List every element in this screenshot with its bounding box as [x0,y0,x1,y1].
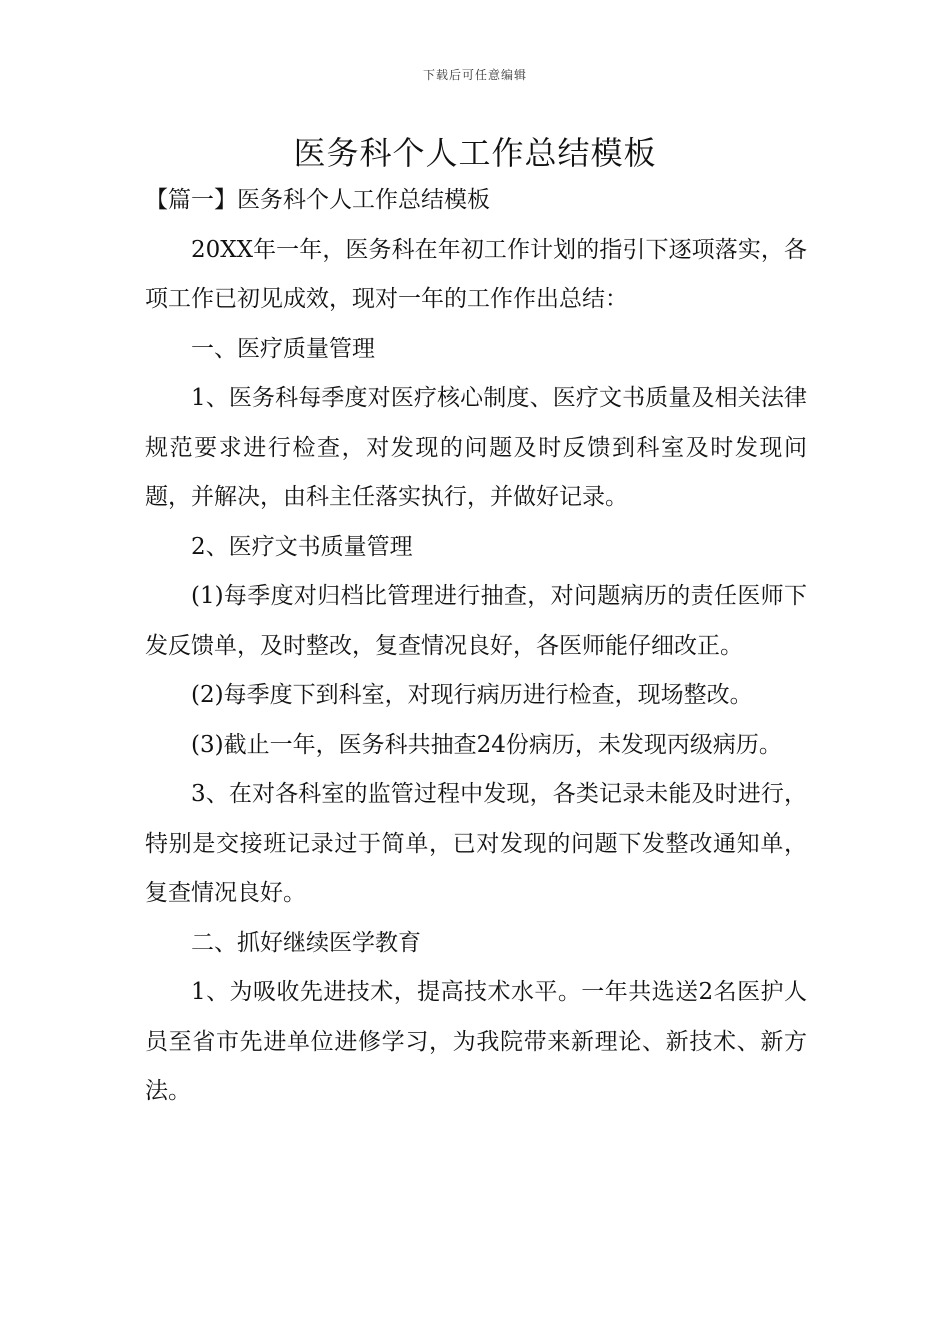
document-body [145,176,807,1117]
paragraph-sub-3: (3)截止一年，医务科共抽查24份病历，未发现丙级病历。 [191,731,782,758]
heading-document-quality: 2、医疗文书质量管理 [191,533,413,560]
section-heading: 【篇一】医务科个人工作总结模板 [145,187,490,213]
paragraph-education-1: 1、为吸收先进技术，提高技术水平。一年共选送2名医护人员至省市先进单位进修学习，为我院带来新理论、新技术、新方法。 [145,979,807,1104]
paragraph-item-3: 3、在对各科室的监管过程中发现，各类记录未能及时进行，特别是交接班记录过于简单，已对发现的问题下发整改通知单，复查情况良好。 [145,781,807,906]
heading-continuing-education: 二、抓好继续医学教育 [191,929,421,956]
document-title: 医务科个人工作总结模板 [293,134,657,172]
heading-medical-quality: 一、医疗质量管理 [191,335,375,362]
paragraph-intro: 20XX年一年，医务科在年初工作计划的指引下逐项落实，各项工作已初见成效，现对一年的工作作出总结： [145,236,807,312]
paragraph-sub-1: (1)每季度对归档比管理进行抽查，对问题病历的责任医师下发反馈单，及时整改，复查情况良好，各医师能仔细改正。 [145,583,807,659]
header-note: 下载后可任意编辑 [422,68,527,82]
paragraph-sub-2: (2)每季度下到科室，对现行病历进行检查，现场整改。 [191,682,753,708]
paragraph-item-1: 1、医务科每季度对医疗核心制度、医疗文书质量及相关法律规范要求进行检查，对发现的问题及时反馈到科室及时发现问题，并解决，由科主任落实执行，并做好记录。 [145,385,807,510]
